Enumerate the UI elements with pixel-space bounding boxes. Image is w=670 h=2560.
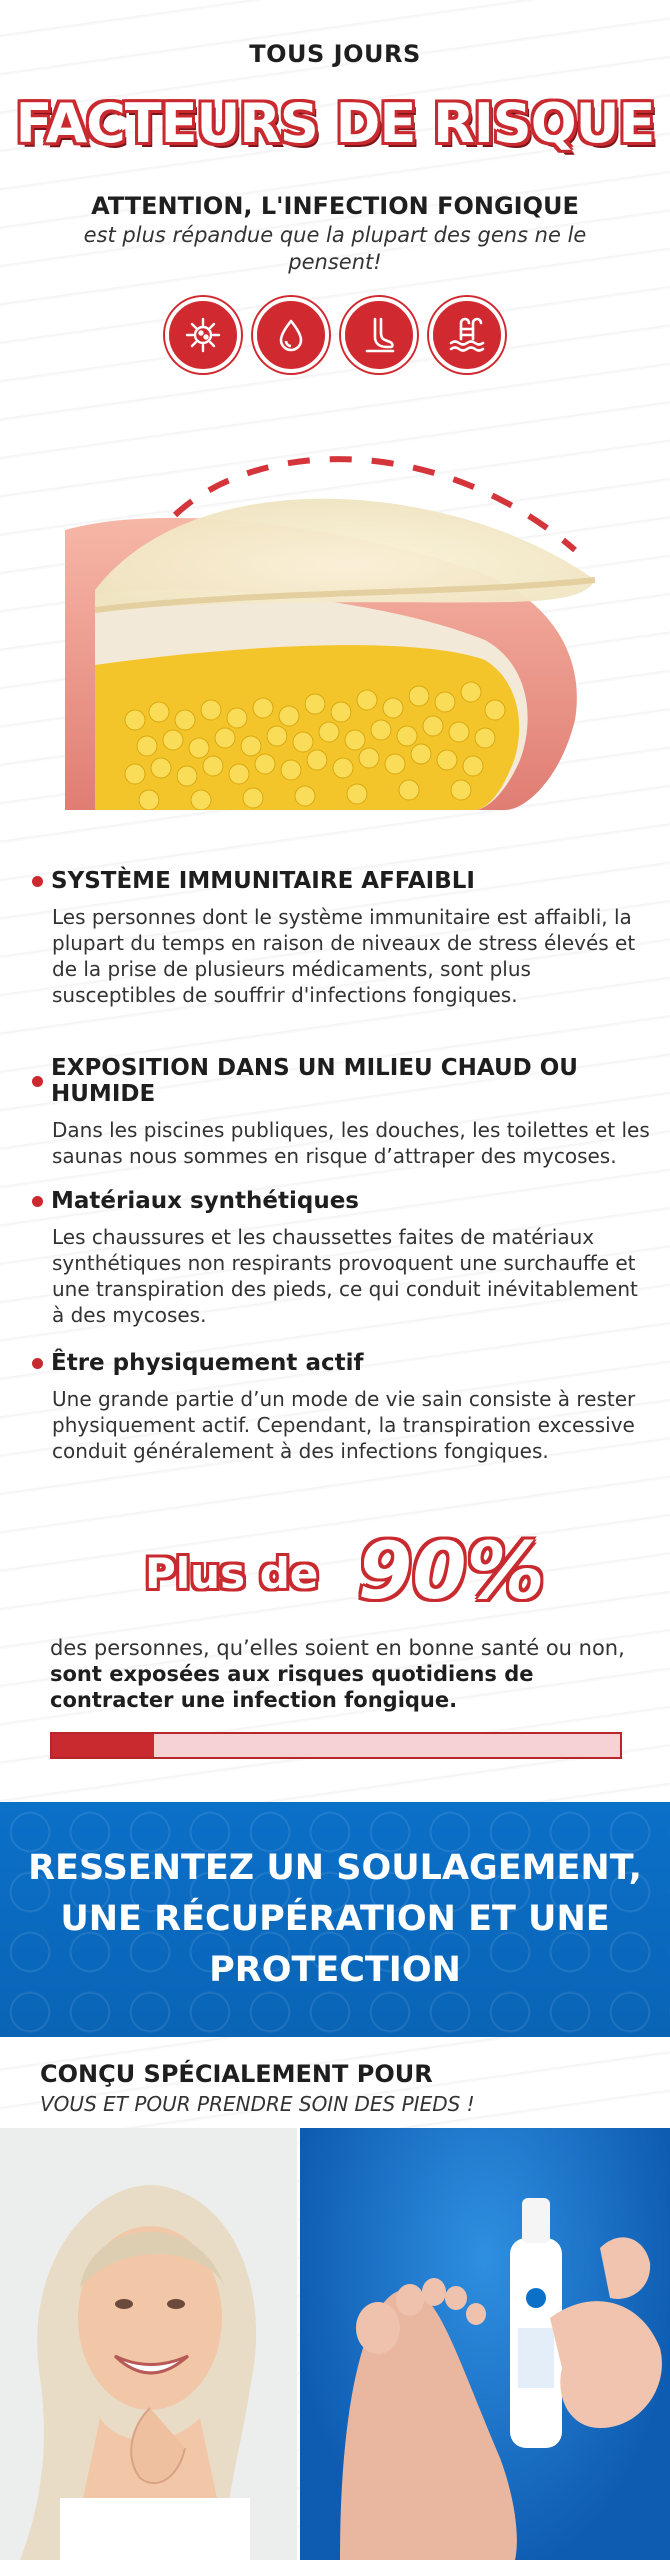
- stat-text-normal: des personnes, qu’elles soient en bonne santé ou non,: [50, 1636, 625, 1660]
- top-label: TOUS JOURS: [249, 40, 421, 68]
- factor-title: EXPOSITION DANS UN MILIEU CHAUD OU HUMIDE: [51, 1055, 578, 1107]
- factor-text: Une grande partie d’un mode de vie sain consiste à rester physiquement actif. Cependant, la transpiration excessive conduit généralement à des infections fongiques.: [52, 1387, 636, 1463]
- factor-title: SYSTÈME IMMUNITAIRE AFFAIBLI: [51, 868, 475, 894]
- foot-icon: [341, 297, 417, 373]
- relief-banner: [0, 1802, 670, 2037]
- progress-bar-fill: [52, 1734, 154, 1757]
- attention-subtitle: est plus répandue que la plupart des gens ne le pensent!: [83, 223, 587, 274]
- banner-title: RESSENTEZ UN SOULAGEMENT, UNE RÉCUPÉRATION ET UNE PROTECTION: [28, 1848, 642, 1990]
- factor-title: Matériaux synthétiques: [51, 1188, 359, 1214]
- statistic-block: [0, 1527, 670, 1617]
- drop-icon: [253, 297, 329, 373]
- factor-synthetic-materials: [32, 1188, 642, 1328]
- factor-text: Dans les piscines publiques, les douches, les toilettes et les saunas nous sommes en risque d’attraper des mycoses.: [52, 1118, 650, 1168]
- bacteria-icon: [165, 297, 241, 373]
- foot-spray-photo: [300, 2128, 670, 2560]
- factor-humid-environment: [32, 1055, 650, 1169]
- stat-percent: 90%: [358, 1527, 545, 1617]
- factor-title: Être physiquement actif: [51, 1350, 364, 1376]
- designed-for-title: CONÇU SPÉCIALEMENT POUR: [40, 2060, 433, 2088]
- factor-text: Les chaussures et les chaussettes faites de matériaux synthétiques non respirants provoquent une surchauffe et une transpiration des pieds, ce qui conduit inévitablement à des mycoses.: [52, 1225, 638, 1327]
- attention-heading: ATTENTION, L'INFECTION FONGIQUE: [91, 192, 579, 220]
- risk-icons-row: [0, 297, 670, 375]
- smiling-woman-photo: [0, 2128, 297, 2560]
- nail-infection-illustration: [55, 420, 615, 810]
- bullet-dot: [32, 1358, 43, 1369]
- stat-text-bold: sont exposées aux risques quotidiens de contracter une infection fongique.: [50, 1662, 534, 1712]
- stat-description: [50, 1635, 640, 1713]
- bullet-dot: [32, 876, 43, 887]
- swimming-pool-icon: [429, 297, 505, 373]
- designed-for-subtitle: VOUS ET POUR PRENDRE SOIN DES PIEDS !: [40, 2092, 475, 2116]
- factor-text: Les personnes dont le système immunitaire est affaibli, la plupart du temps en raison de niveaux de stress élevés et de la prise de plusieurs médicaments, sont plus susceptibles de souffrir d'infections fongiques.: [52, 905, 636, 1007]
- page-title: FACTEURS DE RISQUE: [15, 92, 655, 155]
- bullet-dot: [32, 1076, 43, 1087]
- factor-immune-system: [32, 868, 642, 1008]
- bullet-dot: [32, 1196, 43, 1207]
- progress-bar: [50, 1732, 622, 1759]
- stat-prefix: Plus de: [145, 1549, 319, 1598]
- factor-physically-active: [32, 1350, 642, 1464]
